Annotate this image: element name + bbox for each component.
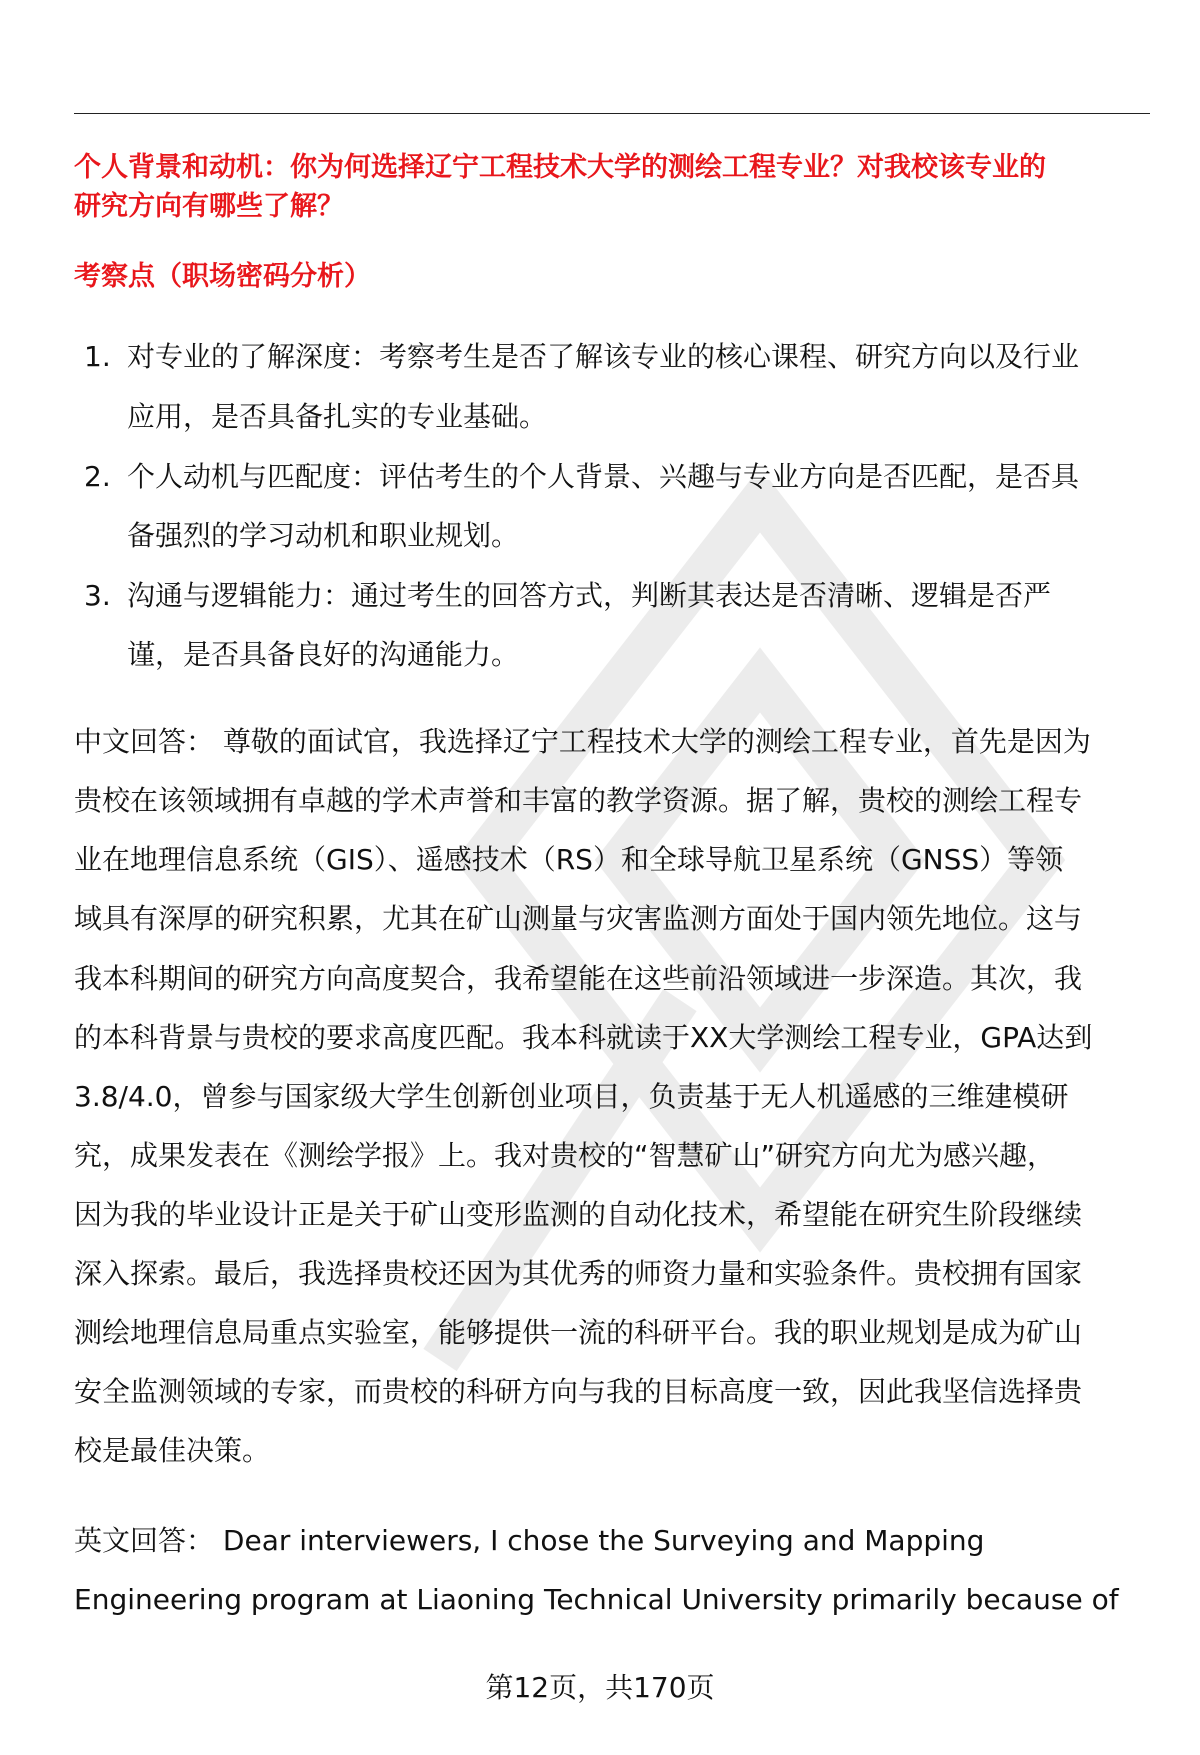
paragraph-line: 我本科期间的研究方向高度契合，我希望能在这些前沿领域进一步深造。其次，我	[74, 962, 1083, 995]
paragraph-line: Engineering program at Liaoning Technical University primarily because of	[74, 1583, 1119, 1616]
paragraph-line: 深入探索。最后，我选择贵校还因为其优秀的师资力量和实验条件。贵校拥有国家	[74, 1257, 1083, 1290]
list-number: 3.	[84, 579, 111, 612]
list-number: 2.	[84, 460, 111, 493]
paragraph-line: 中文回答： 尊敬的面试官，我选择辽宁工程技术大学的测绘工程专业，首先是因为	[74, 725, 1091, 758]
paragraph-line: 贵校在该领域拥有卓越的学术声誉和丰富的教学资源。据了解，贵校的测绘工程专	[74, 784, 1083, 817]
question-title-line-2: 研究方向有哪些了解？	[74, 191, 344, 222]
paragraph-line: 安全监测领域的专家，而贵校的科研方向与我的目标高度一致，因此我坚信选择贵	[74, 1375, 1083, 1408]
paragraph-line: 3.8/4.0，曾参与国家级大学生创新创业项目，负责基于无人机遥感的三维建模研	[74, 1080, 1069, 1113]
paragraph-line: 究，成果发表在《测绘学报》上。我对贵校的“智慧矿山”研究方向尤为感兴趣，	[74, 1139, 1056, 1172]
paragraph-line: 业在地理信息系统（GIS）、遥感技术（RS）和全球导航卫星系统（GNSS）等领	[74, 843, 1064, 876]
list-item-line: 沟通与逻辑能力：通过考生的回答方式，判断其表达是否清晰、逻辑是否严	[127, 579, 1052, 612]
list-number: 1.	[84, 340, 111, 373]
page-number: 第12页，共170页	[485, 1671, 715, 1704]
paragraph-line: 校是最佳决策。	[74, 1434, 271, 1467]
list-item-line: 应用，是否具备扎实的专业基础。	[127, 400, 548, 433]
list-item-line: 个人动机与匹配度：评估考生的个人背景、兴趣与专业方向是否匹配，是否具	[127, 460, 1080, 493]
question-title-line-1: 个人背景和动机：你为何选择辽宁工程技术大学的测绘工程专业？对我校该专业的	[74, 152, 1046, 183]
list-item-line: 对专业的了解深度：考察考生是否了解该专业的核心课程、研究方向以及行业	[127, 340, 1080, 373]
paragraph-line: 域具有深厚的研究积累，尤其在矿山测量与灾害监测方面处于国内领先地位。这与	[74, 902, 1083, 935]
list-item-line: 谨，是否具备良好的沟通能力。	[127, 638, 520, 671]
paragraph-line: 测绘地理信息局重点实验室，能够提供一流的科研平台。我的职业规划是成为矿山	[74, 1316, 1083, 1349]
section-heading: 考察点（职场密码分析）	[74, 261, 371, 292]
header-divider	[74, 113, 1150, 114]
paragraph-line: 英文回答： Dear interviewers, I chose the Surveying and Mapping	[74, 1524, 985, 1557]
paragraph-line: 的本科背景与贵校的要求高度匹配。我本科就读于XX大学测绘工程专业，GPA达到	[74, 1021, 1093, 1054]
paragraph-line: 因为我的毕业设计正是关于矿山变形监测的自动化技术，希望能在研究生阶段继续	[74, 1198, 1083, 1231]
list-item-line: 备强烈的学习动机和职业规划。	[127, 519, 520, 552]
